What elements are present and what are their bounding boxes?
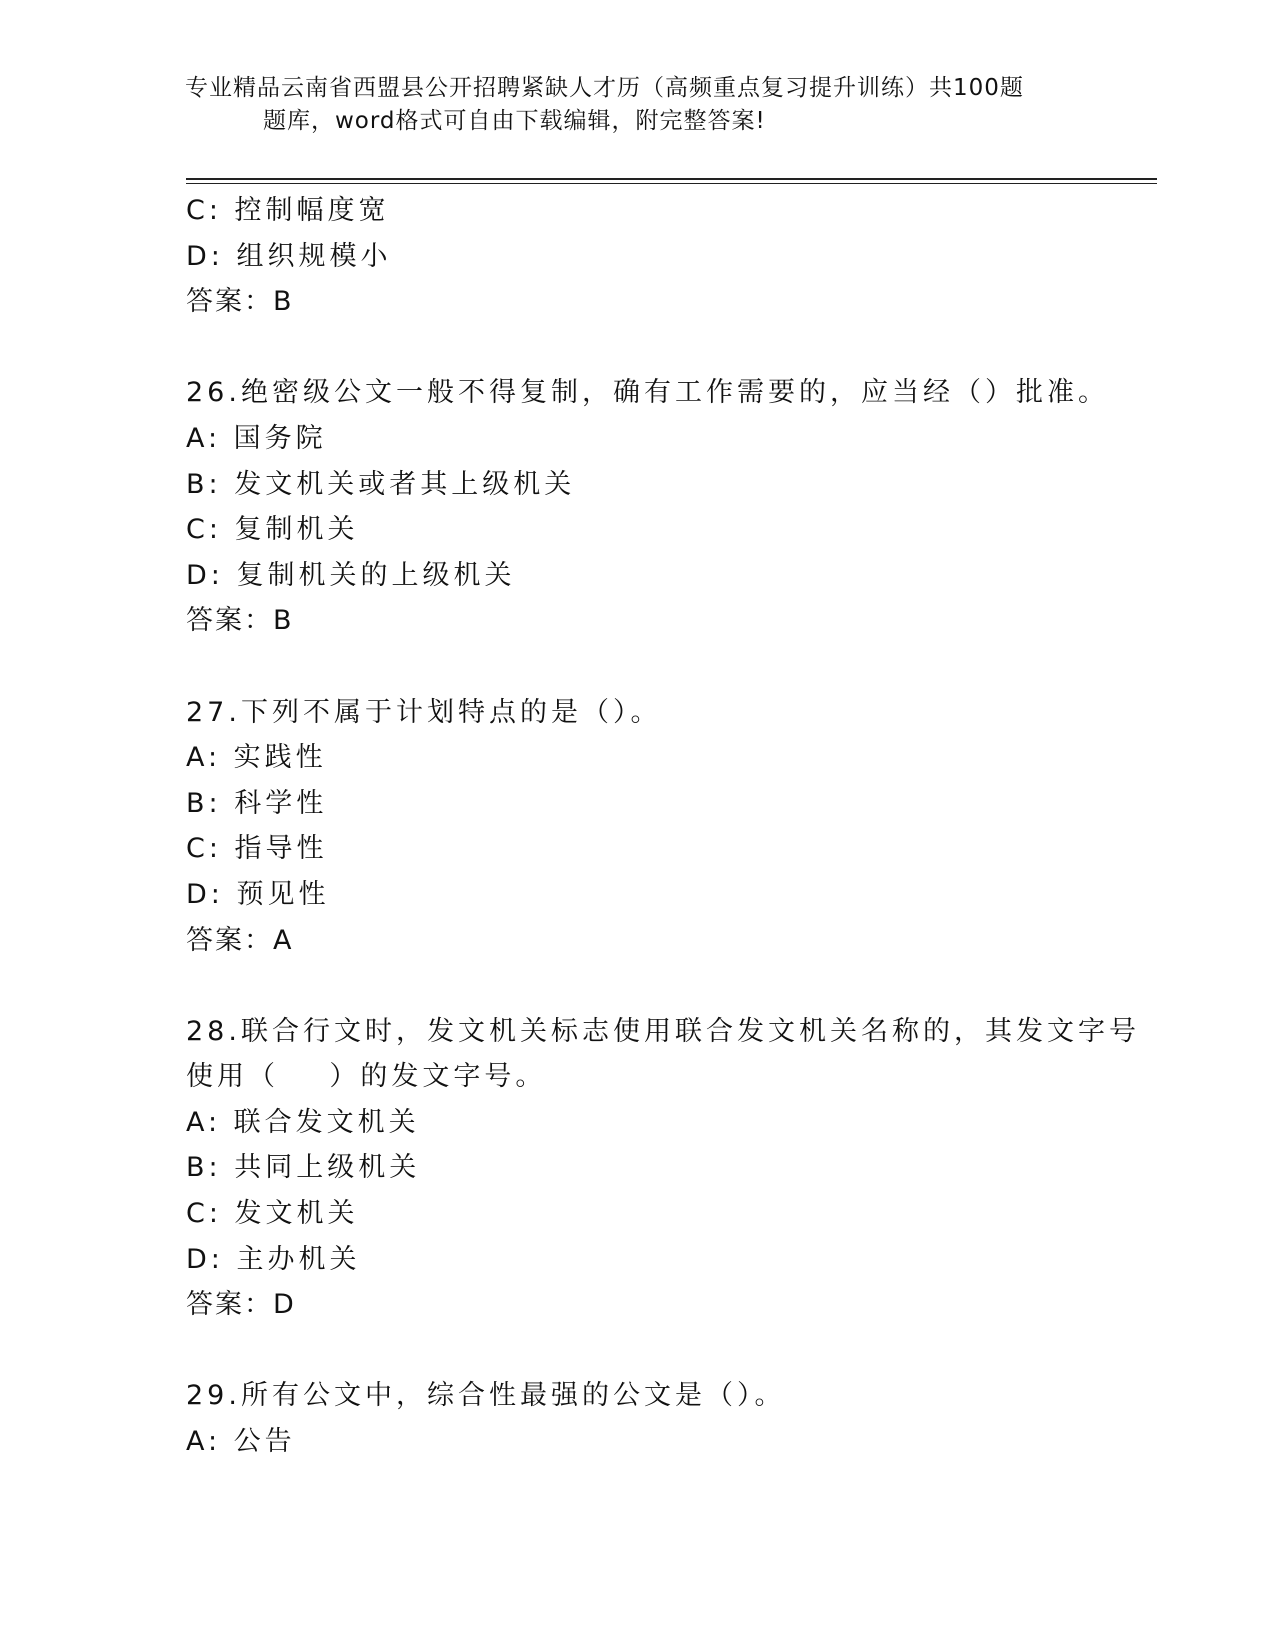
- option-a: A: 国务院: [186, 422, 327, 454]
- header-title-line2: 题库，word格式可自由下载编辑，附完整答案!: [263, 108, 766, 134]
- header-title-line1: 专业精品云南省西盟县公开招聘紧缺人才历（高频重点复习提升训练）共100题: [185, 75, 1024, 101]
- answer-line: 答案：B: [186, 605, 294, 637]
- answer-line: 答案：B: [186, 286, 294, 318]
- option-c: C: 指导性: [186, 833, 328, 865]
- option-a: A: 实践性: [186, 742, 327, 774]
- option-c: C: 控制幅度宽: [186, 195, 390, 226]
- option-b: B: 共同上级机关: [186, 1152, 421, 1184]
- question-list: [186, 188, 1140, 1465]
- question-stem: 28.联合行文时，发文机关标志使用联合发文机关名称的，其发文字号: [186, 1015, 1140, 1047]
- document-header: [185, 72, 1085, 138]
- header-divider-thick: [186, 178, 1157, 180]
- option-d: D: 主办机关: [186, 1243, 361, 1275]
- header-divider-thin: [186, 183, 1157, 184]
- option-c: C: 发文机关: [186, 1198, 359, 1230]
- option-d: D: 组织规模小: [186, 240, 392, 272]
- question-stem: 27.下列不属于计划特点的是（）。: [186, 696, 662, 728]
- option-d: D: 预见性: [186, 878, 330, 910]
- option-c: C: 复制机关: [186, 514, 359, 546]
- question-stem: 26.绝密级公文一般不得复制，确有工作需要的，应当经（）批准。: [186, 377, 1109, 409]
- option-b: B: 科学性: [186, 787, 328, 819]
- answer-line: 答案：D: [186, 1289, 296, 1321]
- option-b: B: 发文机关或者其上级机关: [186, 468, 576, 500]
- question-stem-continued: 使用（ ）的发文字号。: [186, 1061, 547, 1093]
- question-stem: 29.所有公文中，综合性最强的公文是（）。: [186, 1380, 786, 1412]
- option-d: D: 复制机关的上级机关: [186, 559, 516, 591]
- answer-line: 答案：A: [186, 924, 294, 956]
- option-a: A: 联合发文机关: [186, 1106, 420, 1138]
- option-a: A: 公告: [186, 1426, 296, 1458]
